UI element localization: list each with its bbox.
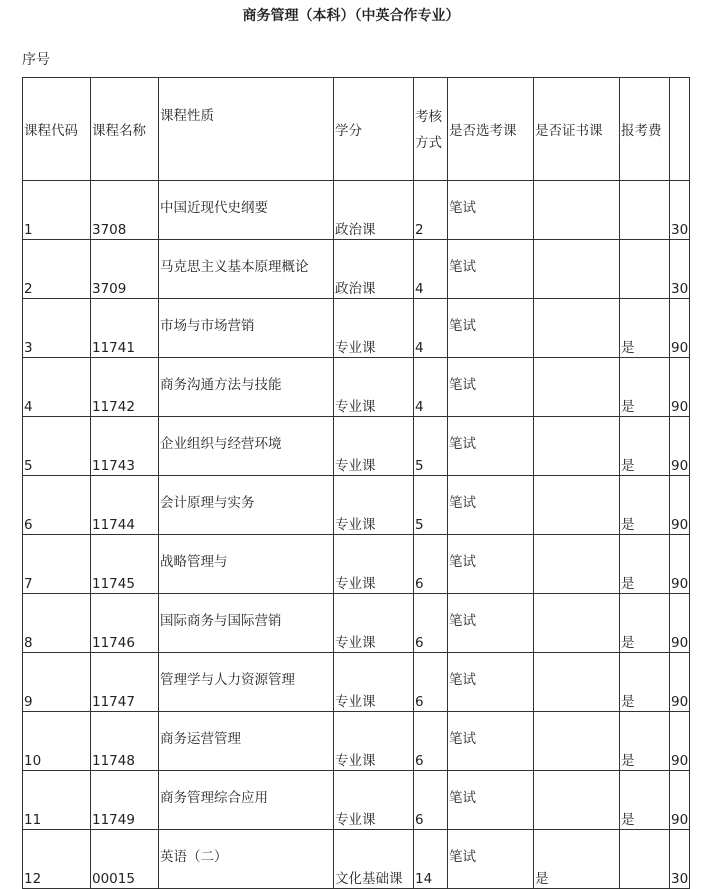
header-course-code: 课程代码 [23,78,91,181]
cell-fee: 90 [670,358,690,417]
cell-course-type: 专业课 [334,594,414,653]
cell-exam-method: 笔试 [448,181,534,240]
cell-fee: 90 [670,535,690,594]
cell-exam-method: 笔试 [448,476,534,535]
cell-course-code: 3708 [91,181,159,240]
cell-elective [620,240,670,299]
cell-course-type: 专业课 [334,299,414,358]
cell-course-code: 11749 [91,771,159,830]
cell-credits: 6 [414,771,448,830]
table-row [23,535,690,594]
header-credits: 学分 [334,78,414,181]
header-exam-fee: 报考费 [620,78,670,181]
cell-course-type: 政治课 [334,181,414,240]
page-title: 商务管理（本科）（中英合作专业） [242,8,460,24]
cell-index: 7 [23,535,91,594]
cell-certificate [534,299,620,358]
sequence-label: 序号 [22,52,50,68]
cell-certificate [534,181,620,240]
cell-course-code: 11746 [91,594,159,653]
cell-elective: 是 [620,535,670,594]
cell-credits: 6 [414,535,448,594]
cell-fee: 30 [670,240,690,299]
cell-course-name: 会计原理与实务 [159,476,334,535]
table-header-row [23,78,690,181]
header-certificate: 是否证书课 [534,78,620,181]
header-blank [670,78,690,181]
table-row [23,594,690,653]
course-table [22,77,690,889]
cell-index: 6 [23,476,91,535]
cell-certificate [534,240,620,299]
cell-credits: 5 [414,417,448,476]
cell-exam-method: 笔试 [448,653,534,712]
cell-credits: 6 [414,594,448,653]
cell-index: 2 [23,240,91,299]
cell-elective: 是 [620,594,670,653]
table-row [23,653,690,712]
cell-course-name: 战略管理与 [159,535,334,594]
cell-course-code: 11745 [91,535,159,594]
cell-index: 5 [23,417,91,476]
cell-elective: 是 [620,299,670,358]
cell-index: 12 [23,830,91,889]
cell-elective: 是 [620,476,670,535]
cell-certificate [534,417,620,476]
cell-course-code: 11742 [91,358,159,417]
cell-course-name: 商务运营管理 [159,712,334,771]
cell-elective [620,181,670,240]
cell-credits: 6 [414,653,448,712]
cell-exam-method: 笔试 [448,358,534,417]
cell-course-name: 国际商务与国际营销 [159,594,334,653]
cell-elective: 是 [620,712,670,771]
cell-credits: 2 [414,181,448,240]
cell-exam-method: 笔试 [448,594,534,653]
cell-fee: 90 [670,299,690,358]
cell-index: 10 [23,712,91,771]
cell-course-code: 11747 [91,653,159,712]
cell-course-type: 专业课 [334,535,414,594]
header-exam-method: 考核方式 [414,78,448,181]
table-row [23,712,690,771]
cell-exam-method: 笔试 [448,299,534,358]
cell-certificate [534,594,620,653]
table-row [23,830,690,889]
header-elective: 是否选考课 [448,78,534,181]
cell-fee: 90 [670,771,690,830]
cell-fee: 90 [670,417,690,476]
cell-exam-method: 笔试 [448,535,534,594]
cell-credits: 4 [414,240,448,299]
cell-credits: 5 [414,476,448,535]
cell-course-type: 专业课 [334,358,414,417]
table-row [23,358,690,417]
table-row [23,476,690,535]
header-course-name: 课程名称 [91,78,159,181]
cell-course-code: 11743 [91,417,159,476]
cell-exam-method: 笔试 [448,712,534,771]
cell-certificate [534,358,620,417]
cell-fee: 30 [670,181,690,240]
cell-certificate [534,771,620,830]
cell-certificate [534,712,620,771]
cell-course-name: 中国近现代史纲要 [159,181,334,240]
cell-index: 9 [23,653,91,712]
cell-exam-method: 笔试 [448,417,534,476]
table-row [23,240,690,299]
cell-course-type: 专业课 [334,712,414,771]
cell-course-name: 企业组织与经营环境 [159,417,334,476]
cell-course-code: 00015 [91,830,159,889]
cell-course-type: 专业课 [334,417,414,476]
cell-elective: 是 [620,653,670,712]
cell-course-type: 政治课 [334,240,414,299]
cell-elective: 是 [620,417,670,476]
cell-course-code: 11741 [91,299,159,358]
cell-course-name: 英语（二） [159,830,334,889]
table-row [23,181,690,240]
cell-course-code: 11748 [91,712,159,771]
cell-index: 4 [23,358,91,417]
cell-credits: 6 [414,712,448,771]
cell-certificate [534,653,620,712]
cell-certificate [534,476,620,535]
cell-elective: 是 [620,771,670,830]
cell-exam-method: 笔试 [448,830,534,889]
cell-index: 1 [23,181,91,240]
cell-course-name: 管理学与人力资源管理 [159,653,334,712]
cell-credits: 4 [414,299,448,358]
cell-course-name: 市场与市场营销 [159,299,334,358]
cell-fee: 90 [670,712,690,771]
cell-index: 11 [23,771,91,830]
table-row [23,299,690,358]
cell-course-type: 专业课 [334,653,414,712]
cell-index: 8 [23,594,91,653]
cell-course-name: 商务沟通方法与技能 [159,358,334,417]
cell-course-name: 商务管理综合应用 [159,771,334,830]
table-row [23,771,690,830]
cell-exam-method: 笔试 [448,771,534,830]
cell-elective [620,830,670,889]
cell-credits: 14 [414,830,448,889]
cell-fee: 90 [670,653,690,712]
cell-fee: 90 [670,476,690,535]
cell-fee: 30 [670,830,690,889]
cell-credits: 4 [414,358,448,417]
cell-course-name: 马克思主义基本原理概论 [159,240,334,299]
cell-course-code: 11744 [91,476,159,535]
cell-certificate [534,535,620,594]
cell-course-type: 文化基础课 [334,830,414,889]
cell-certificate: 是 [534,830,620,889]
cell-course-type: 专业课 [334,476,414,535]
table-row [23,417,690,476]
cell-index: 3 [23,299,91,358]
header-course-type: 课程性质 [159,78,334,181]
cell-exam-method: 笔试 [448,240,534,299]
cell-course-type: 专业课 [334,771,414,830]
cell-elective: 是 [620,358,670,417]
cell-fee: 90 [670,594,690,653]
cell-course-code: 3709 [91,240,159,299]
